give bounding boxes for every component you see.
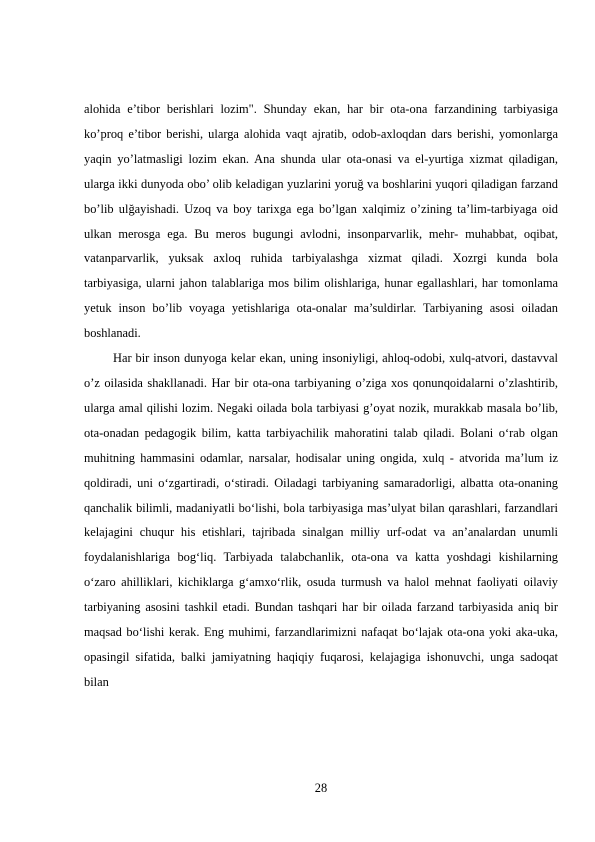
body-text bbox=[84, 97, 558, 695]
paragraph-2: Har bir inson dunyoga kelar ekan, uning insoniyligi, ahloq-odobi, xulq-atvori, dastavval o’z oilasida shakllanadi. Har bir ota-ona tarbiyaning o’ziga xos qonunqoidalarni o’zlashtirib, ularga amal qilishi lozim. Negaki oilada bola tarbiyasi g’oyat nozik, murakkab masala bo’lib, ota-onadan pedagogik bilim, katta tarbiyachilik mahoratini talab qiladi. Bolani o‘rab olgan muhitning hammasini odamlar, narsalar, hodisalar uning ongida, xulq - atvorida ma’lum iz qoldiradi, uni o‘zgartiradi, o‘stiradi. Oiladagi tarbiyaning samaradorligi, albatta ota-onaning qanchalik bilimli, madaniyatli bo‘lishi, bola tarbiyasiga mas’ulyat bilan qarashlari, farzandlari kelajagini chuqur his etishlari, tajribada sinalgan milliy urf-odat va an’analardan unumli foydalanishlariga bog‘liq. Tarbiyada talabchanlik, ota-ona va katta yoshdagi kishilarning o‘zaro ahilliklari, kichiklarga g‘amxo‘rlik, osuda turmush va halol mehnat faoliyati oilaviy tarbiyaning asosini tashkil etadi. Bundan tashqari har bir oilada farzand tarbiyasida aniq bir maqsad bo‘lishi kerak. Eng muhimi, farzandlarimizni nafaqat bo‘lajak ota-ona yoki aka-uka, opasingil sifatida, balki jamiyatning haqiqiy fuqarosi, kelajagiga ishonuvchi, unga sadoqat bilan bbox=[84, 351, 558, 689]
paragraph-1: alohida e’tibor berishlari lozim". Shunday ekan, har bir ota-ona farzandining tarbiyasiga ko’proq e’tibor berishi, ularga alohida vaqt ajratib, odob-axloqdan dars berishi, yomonlarga yaqin yo’latmasligi lozim ekan. Ana shunda ular ota-onasi va el-yurtiga xizmat qiladigan, ularga ikki dunyoda obo’ olib keladigan yuzlarini yoruğ va boshlarini yuqori qiladigan farzand bo’lib ulğayishadi. Uzoq va boy tarixga ega bo’lgan xalqimiz o’zining ta’lim-tarbiyaga oid ulkan merosga ega. Bu meros bugungi avlodni, insonparvarlik, mehr- muhabbat, oqibat, vatanparvarlik, yuksak axloq ruhida tarbiyalashga xizmat qiladi. Xozrgi kunda bola tarbiyasiga, ularni jahon talablariga mos bilim olishlariga, hunar egallashlari, har tomonlama yetuk inson bo’lib voyaga yetishlariga ota-onalar ma’suldirlar. Tarbiyaning asosi oiladan boshlanadi. bbox=[84, 102, 558, 341]
page-number: 28 bbox=[314, 781, 328, 795]
